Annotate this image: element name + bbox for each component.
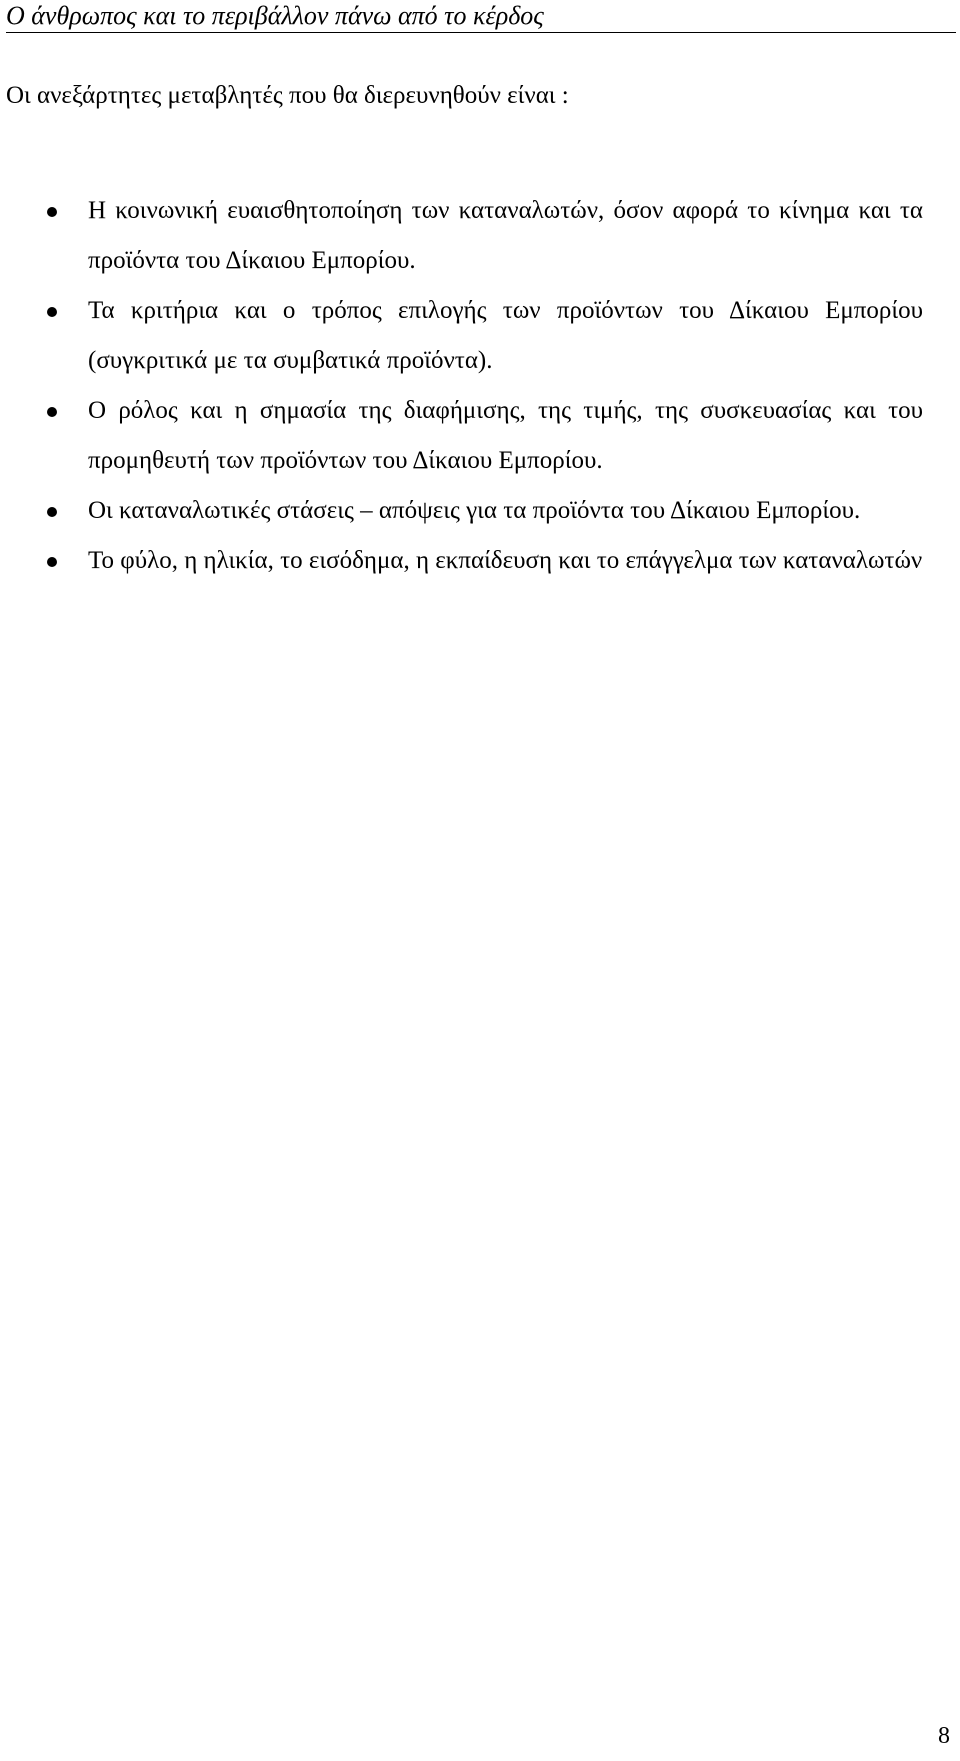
bullet-icon <box>47 207 57 217</box>
variables-list <box>0 186 960 586</box>
intro-paragraph: Οι ανεξάρτητες μεταβλητές που θα διερευνηθούν είναι : <box>6 82 569 109</box>
bullet-icon <box>47 407 57 417</box>
header-title: Ο άνθρωπος και το περιβάλλον πάνω από το κέρδος <box>6 1 544 30</box>
bullet-icon <box>47 557 57 567</box>
list-item-text: Οι καταναλωτικές στάσεις – απόψεις για τα προϊόντα του Δίκαιου Εμπορίου. <box>88 497 861 524</box>
page-header <box>6 0 956 33</box>
list-item <box>0 186 960 286</box>
bullet-icon <box>47 507 57 517</box>
list-item-text: Το φύλο, η ηλικία, το εισόδημα, η εκπαίδευση και το επάγγελμα των καταναλωτών <box>88 547 923 574</box>
list-item-text: Τα κριτήρια και ο τρόπος επιλογής των προϊόντων του Δίκαιου Εμπορίου (συγκριτικά με τα συμβατικά προϊόντα). <box>88 297 923 374</box>
list-item <box>0 386 960 486</box>
list-item <box>0 286 960 386</box>
list-item-text: Η κοινωνική ευαισθητοποίηση των καταναλωτών, όσον αφορά το κίνημα και τα προϊόντα του Δίκαιου Εμπορίου. <box>88 197 923 274</box>
list-item <box>0 536 960 586</box>
bullet-icon <box>47 307 57 317</box>
page-number: 8 <box>938 1723 950 1749</box>
list-item-text: Ο ρόλος και η σημασία της διαφήμισης, της τιμής, της συσκευασίας και του προμηθευτή των προϊόντων του Δίκαιου Εμπορίου. <box>88 397 923 474</box>
list-item <box>0 486 960 536</box>
